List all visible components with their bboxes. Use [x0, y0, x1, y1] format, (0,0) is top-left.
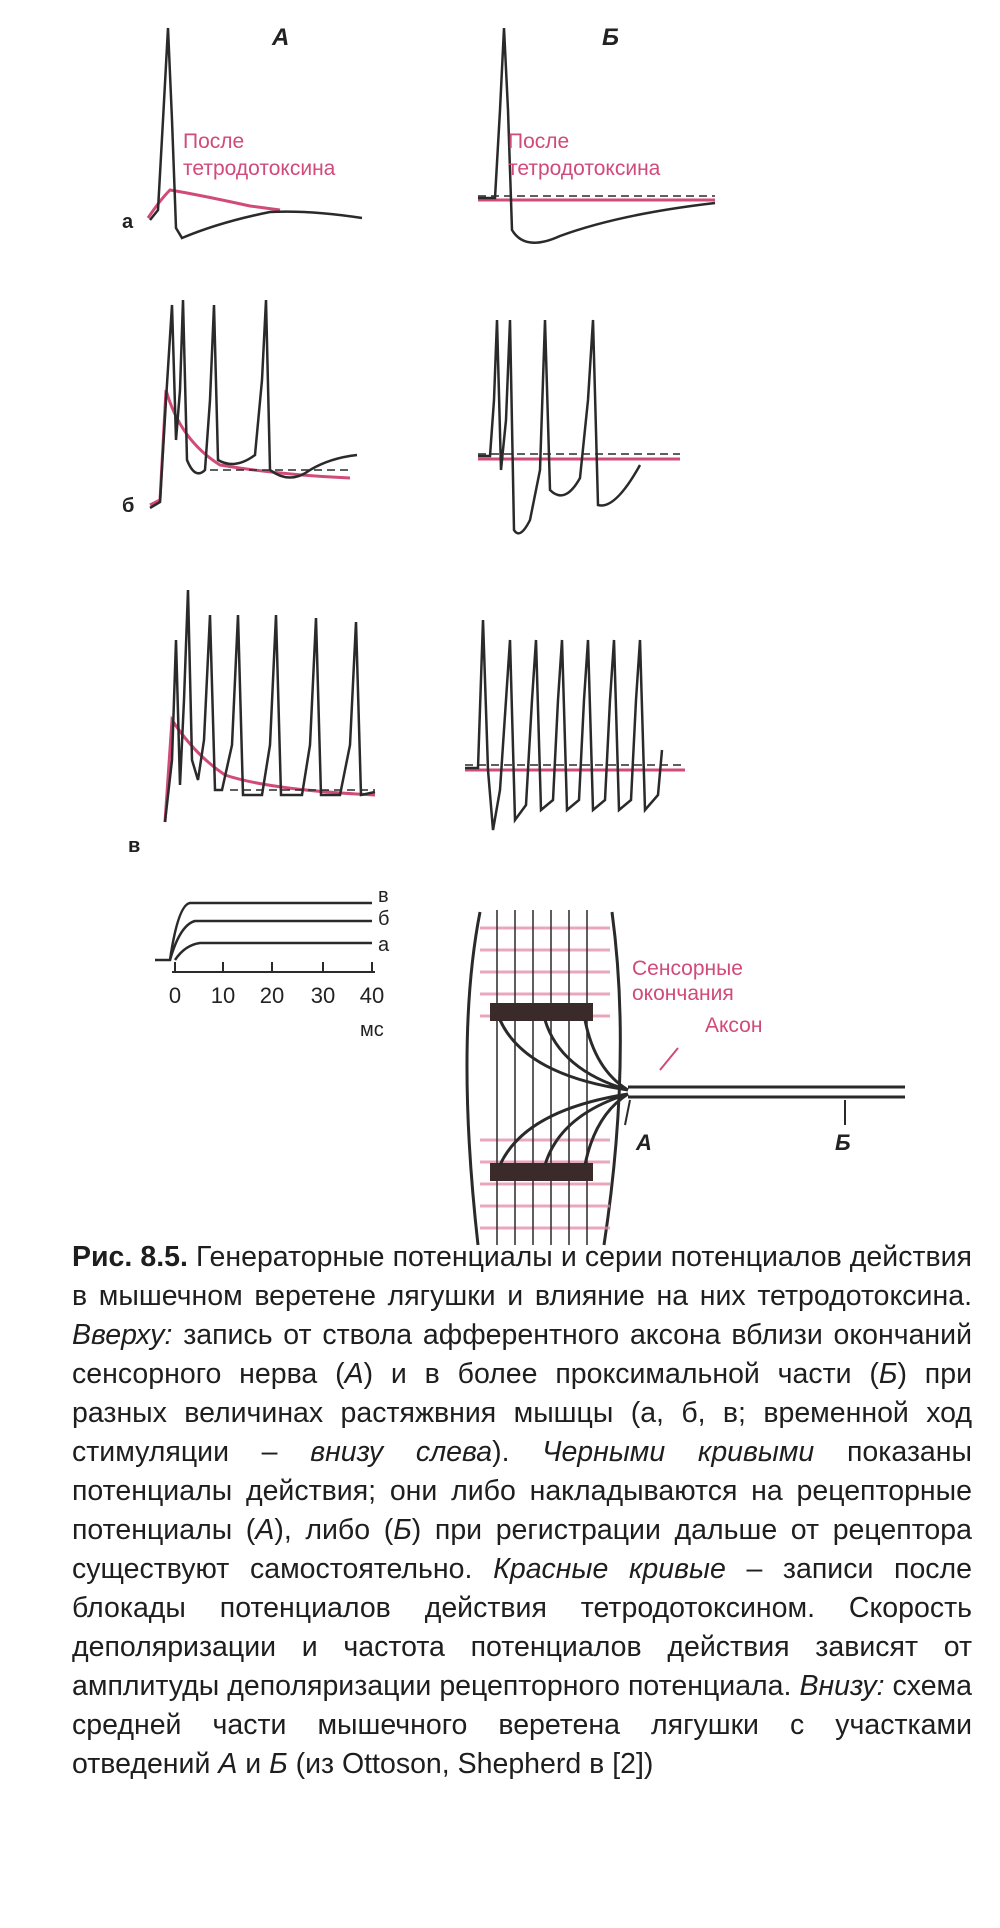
- trace-c-column-b: [465, 620, 685, 830]
- caption-text-2: запись от ствола афферентного аксона вблизи окончаний сенсорного нерва (: [72, 1319, 972, 1390]
- trace-a-column-a: [122, 28, 362, 238]
- column-a-label: А: [272, 24, 290, 51]
- caption-text-6: показаны потенциалы действия; они либо накладываются на рецепторные потенциалы (: [72, 1436, 973, 1546]
- axon-label: Аксон: [705, 1014, 763, 1037]
- stim-label-c: в: [378, 885, 389, 907]
- site-b-label: Б: [835, 1130, 851, 1155]
- figure-caption: [72, 1238, 972, 1784]
- caption-text-11: и: [245, 1748, 262, 1780]
- trace-b-column-b: [478, 320, 680, 533]
- caption-text-10: схема средней части мышечного веретена лягушки с участками отведений: [72, 1670, 973, 1780]
- after-ttx-label-a-2: тетродотоксина: [183, 157, 336, 180]
- row-label-a: а: [122, 211, 134, 233]
- caption-text-12: (из Ottoson, Shepherd в [2]): [295, 1748, 654, 1780]
- black-trace-bB: [478, 320, 640, 533]
- caption-black-curves: Черными кривыми: [542, 1436, 815, 1468]
- red-trace-bA: [150, 390, 350, 505]
- spindle-outline-left: [467, 912, 480, 1245]
- site-a-label: А: [636, 1130, 652, 1155]
- tick-label-0: 0: [168, 983, 182, 1008]
- caption-ref-a1: А: [344, 1358, 364, 1390]
- caption-text-1: Генераторные потенциалы и серии потенциалов действия в мышечном веретене лягушки и влияние на них тетродотоксина.: [72, 1241, 972, 1312]
- tick-label-40: 40: [359, 983, 385, 1008]
- spindle-schematic: [467, 910, 905, 1245]
- trace-b-column-a: [122, 300, 357, 517]
- caption-text-4: ) при разных величинах растяжвния мышцы (а, б, в; временной ход стимуляции –: [72, 1358, 972, 1468]
- trace-a-column-b: [478, 28, 715, 243]
- caption-text-3: ) и в более проксимальной части (: [363, 1358, 879, 1390]
- black-trace-cA: [165, 590, 375, 822]
- tick-label-20: 20: [259, 983, 285, 1008]
- branch-top: [500, 1020, 628, 1090]
- caption-top-label: Вверху:: [72, 1319, 173, 1351]
- caption-ref-a2: А: [255, 1514, 275, 1546]
- tick-label-10: 10: [210, 983, 236, 1008]
- stimulus-timecourse: [155, 885, 390, 1041]
- sensory-ending-top: [490, 1003, 593, 1021]
- after-ttx-label-b-2: тетродотоксина: [508, 157, 661, 180]
- site-a-marker: [625, 1100, 630, 1125]
- caption-ref-a3: А: [218, 1748, 238, 1780]
- trace-c-column-a: [128, 590, 375, 857]
- sensory-ending-bottom: [490, 1163, 593, 1181]
- column-b-label: Б: [602, 24, 619, 51]
- black-trace-cB: [465, 620, 662, 830]
- row-label-c: в: [128, 835, 141, 857]
- stim-trace-a: [175, 943, 372, 960]
- sensory-endings-label-2: окончания: [632, 982, 734, 1005]
- caption-text-9: – записи после блокады потенциалов действия тетродотоксином. Скорость деполяризации и частота потенциалов действия зависят от амплитуды деполяризации рецепторного потенциала.: [72, 1553, 973, 1702]
- caption-text-8: ) при регистрации дальше от рецептора существуют самостоятельно.: [72, 1514, 972, 1585]
- caption-text-7: ), либо (: [274, 1514, 394, 1546]
- stim-trace-b: [170, 921, 372, 960]
- red-striations: [480, 928, 610, 1228]
- time-unit-label: мс: [360, 1019, 384, 1041]
- caption-red-curves: Красные кривые: [493, 1553, 726, 1585]
- caption-bottom-left: внизу слева: [310, 1436, 493, 1468]
- row-label-b: б: [122, 495, 135, 517]
- caption-figure-number: Рис. 8.5.: [72, 1241, 188, 1273]
- caption-ref-b3: Б: [269, 1748, 288, 1780]
- tick-label-30: 30: [310, 983, 336, 1008]
- stim-trace-c: [155, 903, 372, 960]
- after-ttx-label-a: После: [183, 130, 245, 153]
- caption-text-5: ).: [492, 1436, 510, 1468]
- after-ttx-label-b: После: [508, 130, 570, 153]
- caption-ref-b2: Б: [393, 1514, 412, 1546]
- branch-bottom: [500, 1094, 628, 1165]
- caption-ref-b1: Б: [878, 1358, 898, 1390]
- sensory-endings-label: Сенсорные: [632, 957, 743, 980]
- stim-label-b: б: [378, 908, 390, 930]
- stim-label-a: а: [378, 934, 390, 956]
- caption-bottom-label: Внизу:: [799, 1670, 885, 1702]
- axon-pointer: [660, 1048, 678, 1070]
